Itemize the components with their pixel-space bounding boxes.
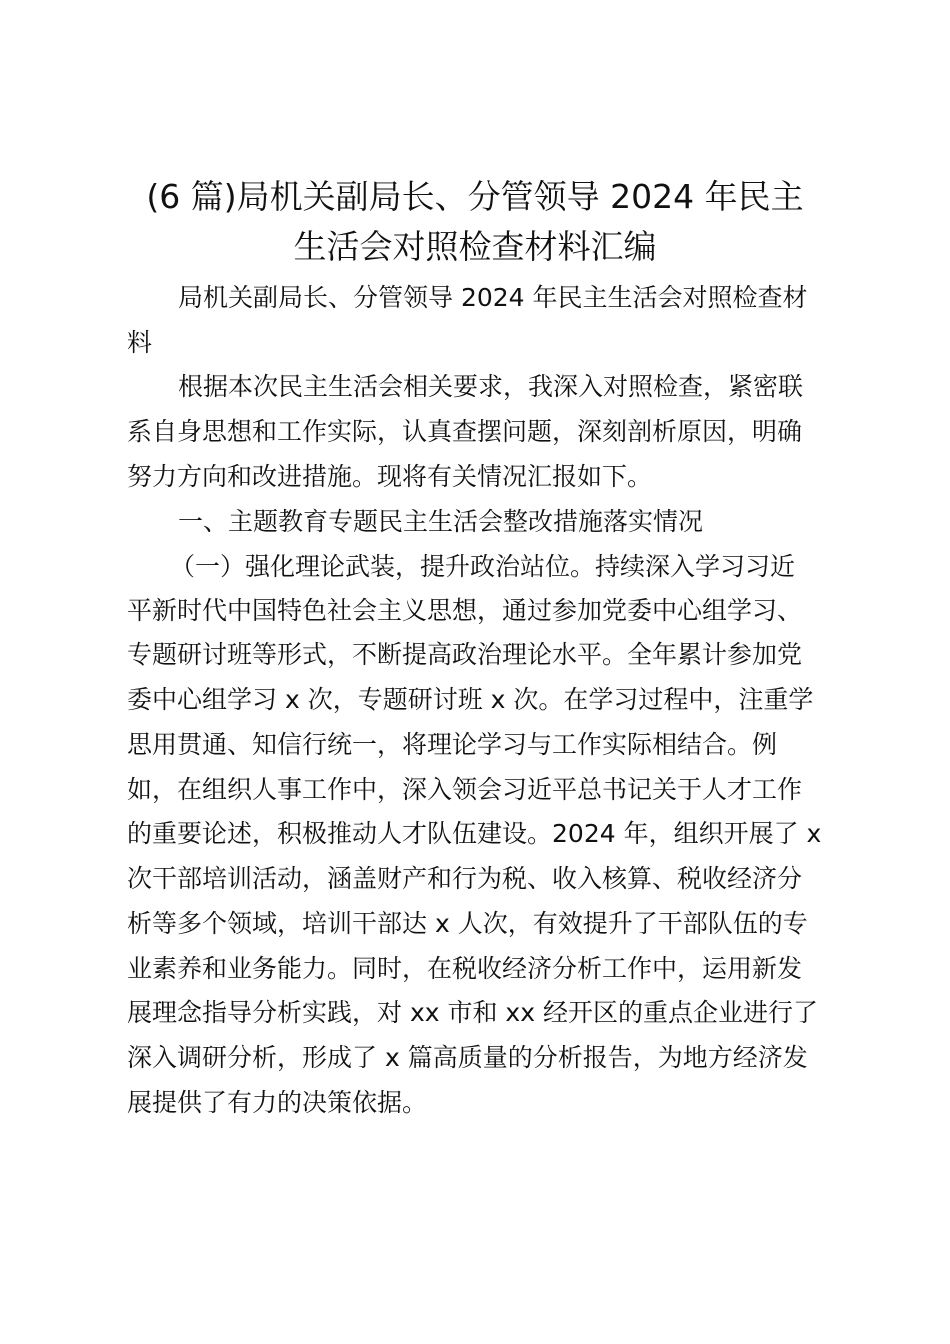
section-1-line-9: 析等多个领域，培训干部达 x 人次，有效提升了干部队伍的专 — [127, 909, 808, 938]
subtitle-line-1: 局机关副局长、分管领导 2024 年民主生活会对照检查材 — [178, 283, 808, 312]
section-1-line-8: 次干部培训活动，涵盖财产和行为税、收入核算、税收经济分 — [127, 864, 803, 893]
title-line-2: 生活会对照检查材料汇编 — [293, 227, 657, 266]
section-1-heading: 一、主题教育专题民主生活会整改措施落实情况 — [178, 507, 704, 536]
section-1-line-10: 业素养和业务能力。同时，在税收经济分析工作中，运用新发 — [127, 954, 803, 983]
section-1-line-7: 的重要论述，积极推动人才队伍建设。2024 年，组织开展了 x — [127, 819, 822, 848]
section-1-line-13: 展提供了有力的决策依据。 — [127, 1088, 428, 1117]
section-1-line-3: 专题研讨班等形式，不断提高政治理论水平。全年累计参加党 — [127, 640, 803, 669]
section-1-line-5: 思用贯通、知信行统一，将理论学习与工作实际相结合。例 — [127, 730, 778, 759]
section-1-line-6: 如，在组织人事工作中，深入领会习近平总书记关于人才工作 — [127, 775, 803, 804]
section-1-line-12: 深入调研分析，形成了 x 篇高质量的分析报告，为地方经济发 — [127, 1043, 808, 1072]
intro-line-1: 根据本次民主生活会相关要求，我深入对照检查，紧密联 — [178, 372, 804, 401]
section-1-line-11: 展理念指导分析实践，对 xx 市和 xx 经开区的重点企业进行了 — [127, 998, 818, 1027]
intro-line-3: 努力方向和改进措施。现将有关情况汇报如下。 — [127, 462, 653, 491]
section-1-line-4: 委中心组学习 x 次，专题研讨班 x 次。在学习过程中，注重学 — [127, 685, 814, 714]
title-line-1: (6 篇)局机关副局长、分管领导 2024 年民主 — [146, 177, 804, 216]
section-1-line-2: 平新时代中国特色社会主义思想，通过参加党委中心组学习、 — [127, 596, 803, 625]
subtitle-line-2: 料 — [127, 328, 153, 357]
document-title — [110, 172, 840, 272]
intro-line-2: 系自身思想和工作实际，认真查摆问题，深刻剖析原因，明确 — [127, 417, 803, 446]
section-1-line-1: （一）强化理论武装，提升政治站位。持续深入学习习近 — [170, 552, 796, 581]
